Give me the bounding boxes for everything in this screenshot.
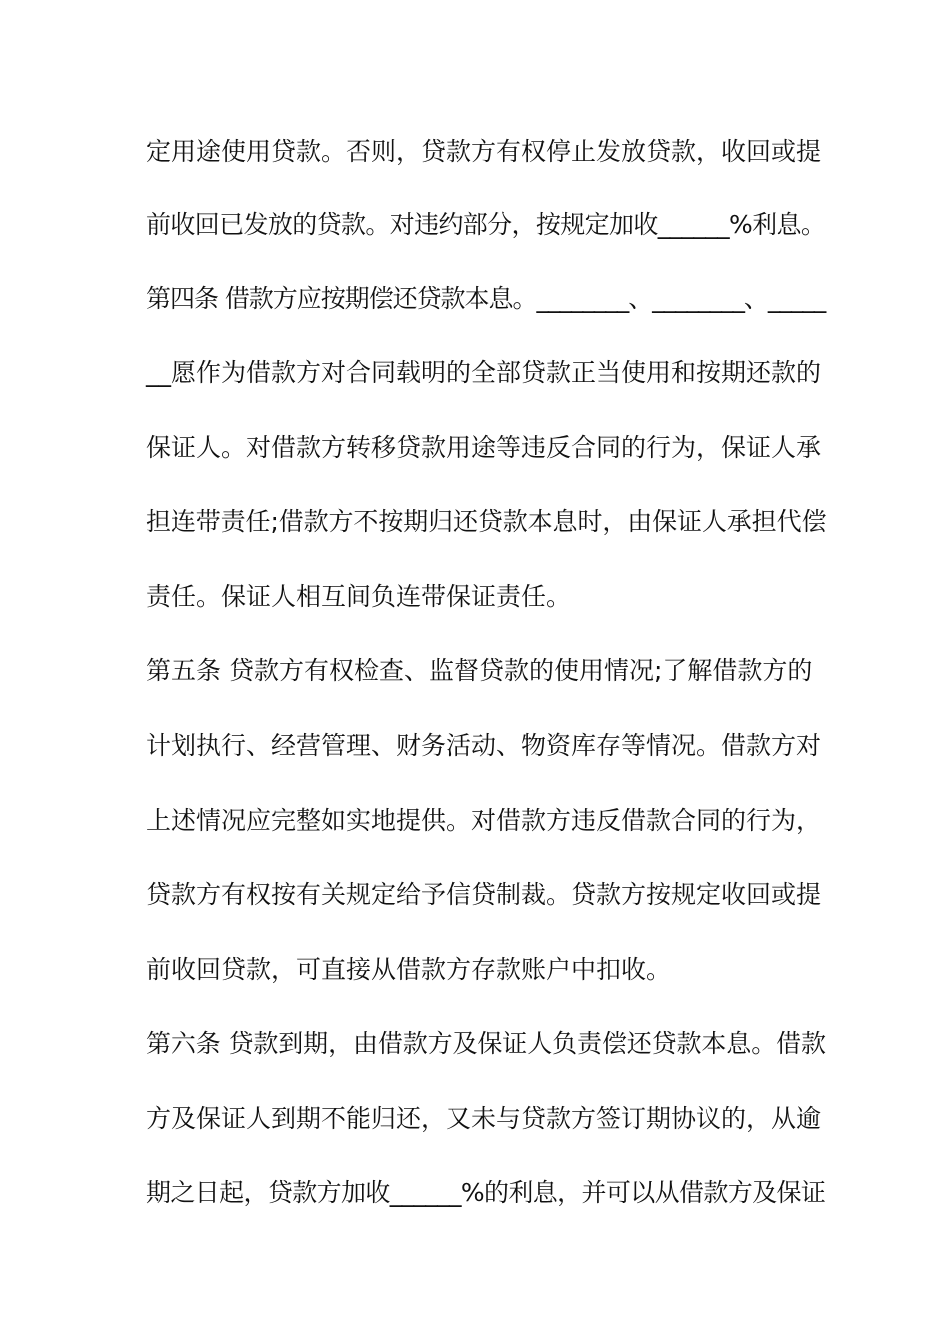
text-line: __愿作为借款方对合同载明的全部贷款正当使用和按期还款的 <box>146 358 822 387</box>
text-line: 第四条 借款方应按期偿还贷款本息。________、________、_____ <box>146 284 826 313</box>
text-line: 前收回已发放的贷款。对违约部分，按规定加收______%利息。 <box>146 210 826 239</box>
text-line: 定用途使用贷款。否则，贷款方有权停止发放贷款，收回或提 <box>146 137 822 166</box>
text-line: 第五条 贷款方有权检查、监督贷款的使用情况;了解借款方的 <box>146 656 813 685</box>
text-line: 担连带责任;借款方不按期归还贷款本息时，由保证人承担代偿 <box>146 507 827 536</box>
text-line: 责任。保证人相互间负连带保证责任。 <box>146 582 572 611</box>
text-line: 第六条 贷款到期，由借款方及保证人负责偿还贷款本息。借款 <box>146 1029 826 1058</box>
text-line: 上述情况应完整如实地提供。对借款方违反借款合同的行为， <box>146 806 822 835</box>
text-line: 计划执行、经营管理、财务活动、物资库存等情况。借款方对 <box>146 731 822 760</box>
text-line: 保证人。对借款方转移贷款用途等违反合同的行为，保证人承 <box>146 433 822 462</box>
text-line: 期之日起，贷款方加收______%的利息，并可以从借款方及保证 <box>146 1178 826 1207</box>
text-line: 方及保证人到期不能归还，又未与贷款方签订期协议的，从逾 <box>146 1104 822 1133</box>
text-line: 贷款方有权按有关规定给予信贷制裁。贷款方按规定收回或提 <box>146 880 822 909</box>
text-line: 前收回贷款，可直接从借款方存款账户中扣收。 <box>146 955 672 984</box>
